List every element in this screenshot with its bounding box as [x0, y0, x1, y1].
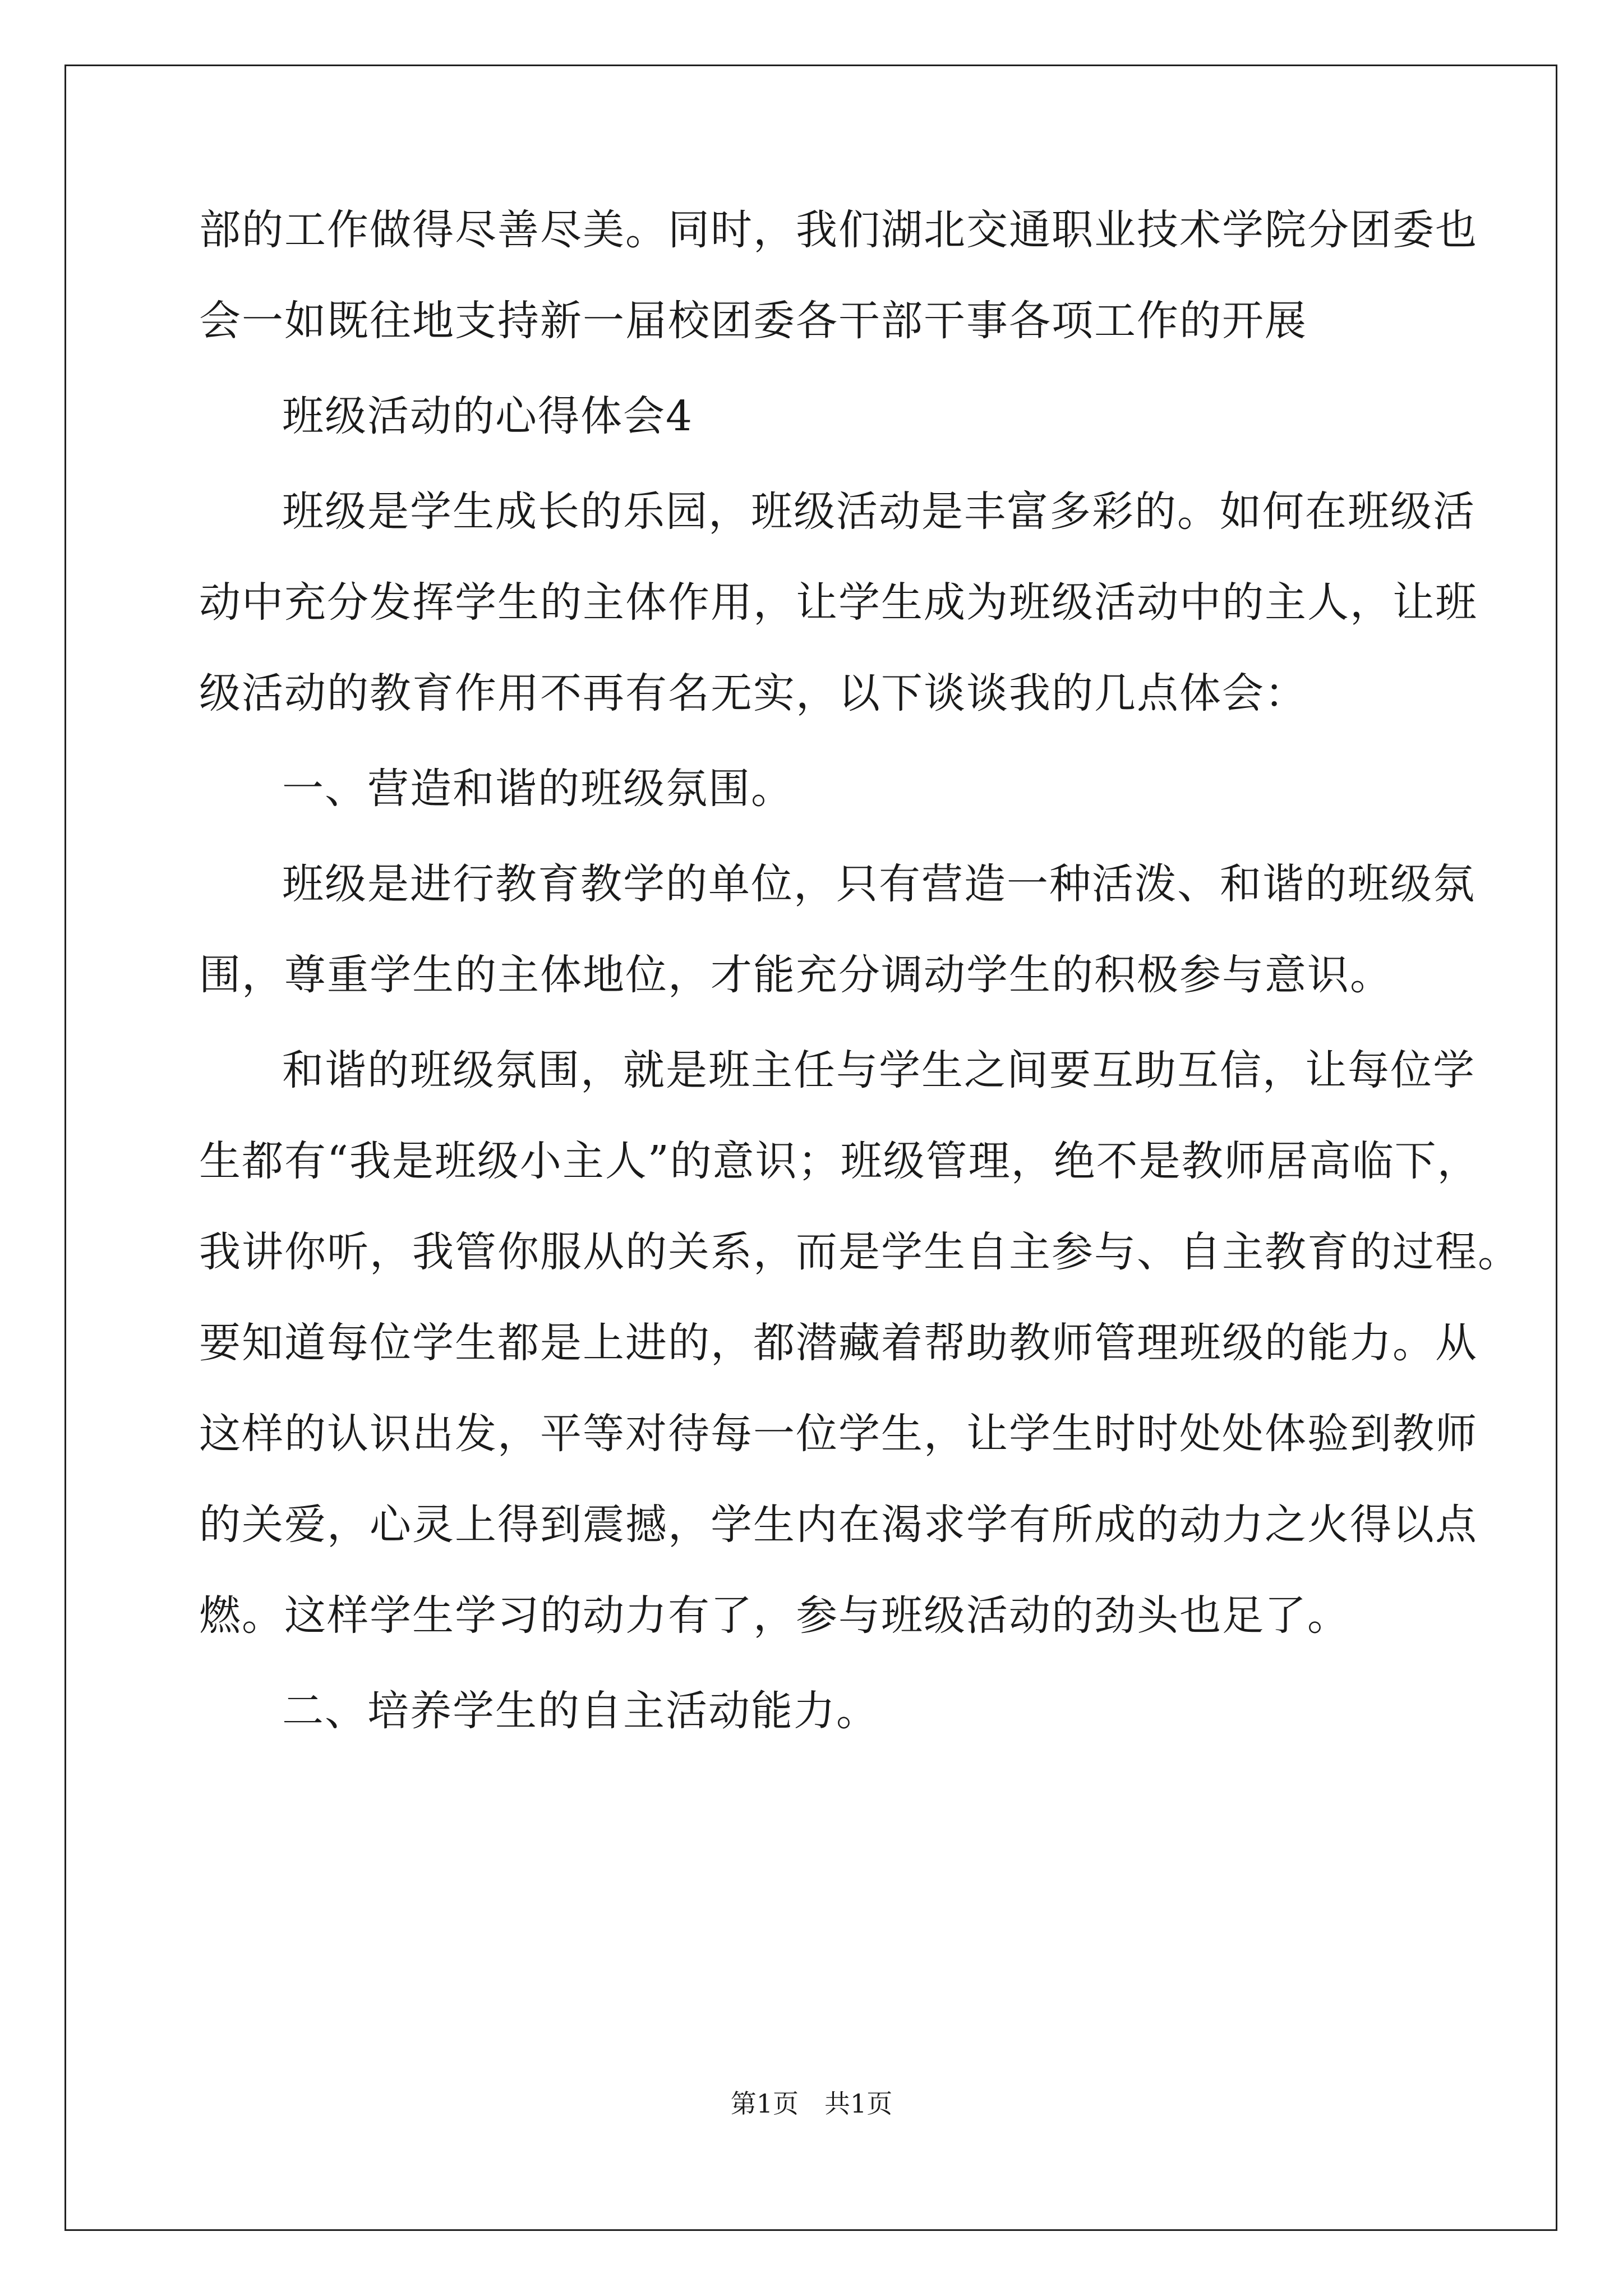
text-line: 围，尊重学生的主体地位，才能充分调动学生的积极参与意识。 [199, 951, 1393, 999]
text-line: 级活动的教育作用不再有名无实，以下谈谈我的几点体会： [199, 669, 1307, 717]
page-footer: 第1页 共1页 [730, 2088, 893, 2119]
text-line: 生都有“我是班级小主人”的意识；班级管理，绝不是教师居高临下， [199, 1137, 1480, 1185]
text-line: 动中充分发挥学生的主体作用，让学生成为班级活动中的主人，让班 [199, 578, 1478, 627]
text-line: 班级是进行教育教学的单位，只有营造一种活泼、和谐的班级氛 [282, 860, 1476, 908]
text-line: 我讲你听，我管你服从的关系，而是学生自主参与、自主教育的过程。 [199, 1228, 1520, 1276]
section-heading: 班级活动的心得体会4 [282, 392, 694, 440]
text-line: 会一如既往地支持新一届校团委各干部干事各项工作的开展 [199, 297, 1307, 345]
text-line: 和谐的班级氛围，就是班主任与学生之间要互助互信，让每位学 [282, 1046, 1476, 1094]
text-line: 班级是学生成长的乐园，班级活动是丰富多彩的。如何在班级活 [282, 487, 1476, 536]
text-line: 的关爱，心灵上得到震撼，学生内在渴求学有所成的动力之火得以点 [199, 1501, 1478, 1549]
text-line: 燃。这样学生学习的动力有了，参与班级活动的劲头也足了。 [199, 1591, 1350, 1640]
text-line: 这样的认识出发，平等对待每一位学生，让学生时时处处体验到教师 [199, 1410, 1478, 1458]
subsection-heading: 一、营造和谐的班级氛围。 [282, 765, 794, 813]
text-line: 部的工作做得尽善尽美。同时，我们湖北交通职业技术学院分团委也 [199, 206, 1478, 254]
subsection-heading: 二、培养学生的自主活动能力。 [282, 1687, 879, 1735]
text-line: 要知道每位学生都是上进的，都潜藏着帮助教师管理班级的能力。从 [199, 1319, 1478, 1367]
